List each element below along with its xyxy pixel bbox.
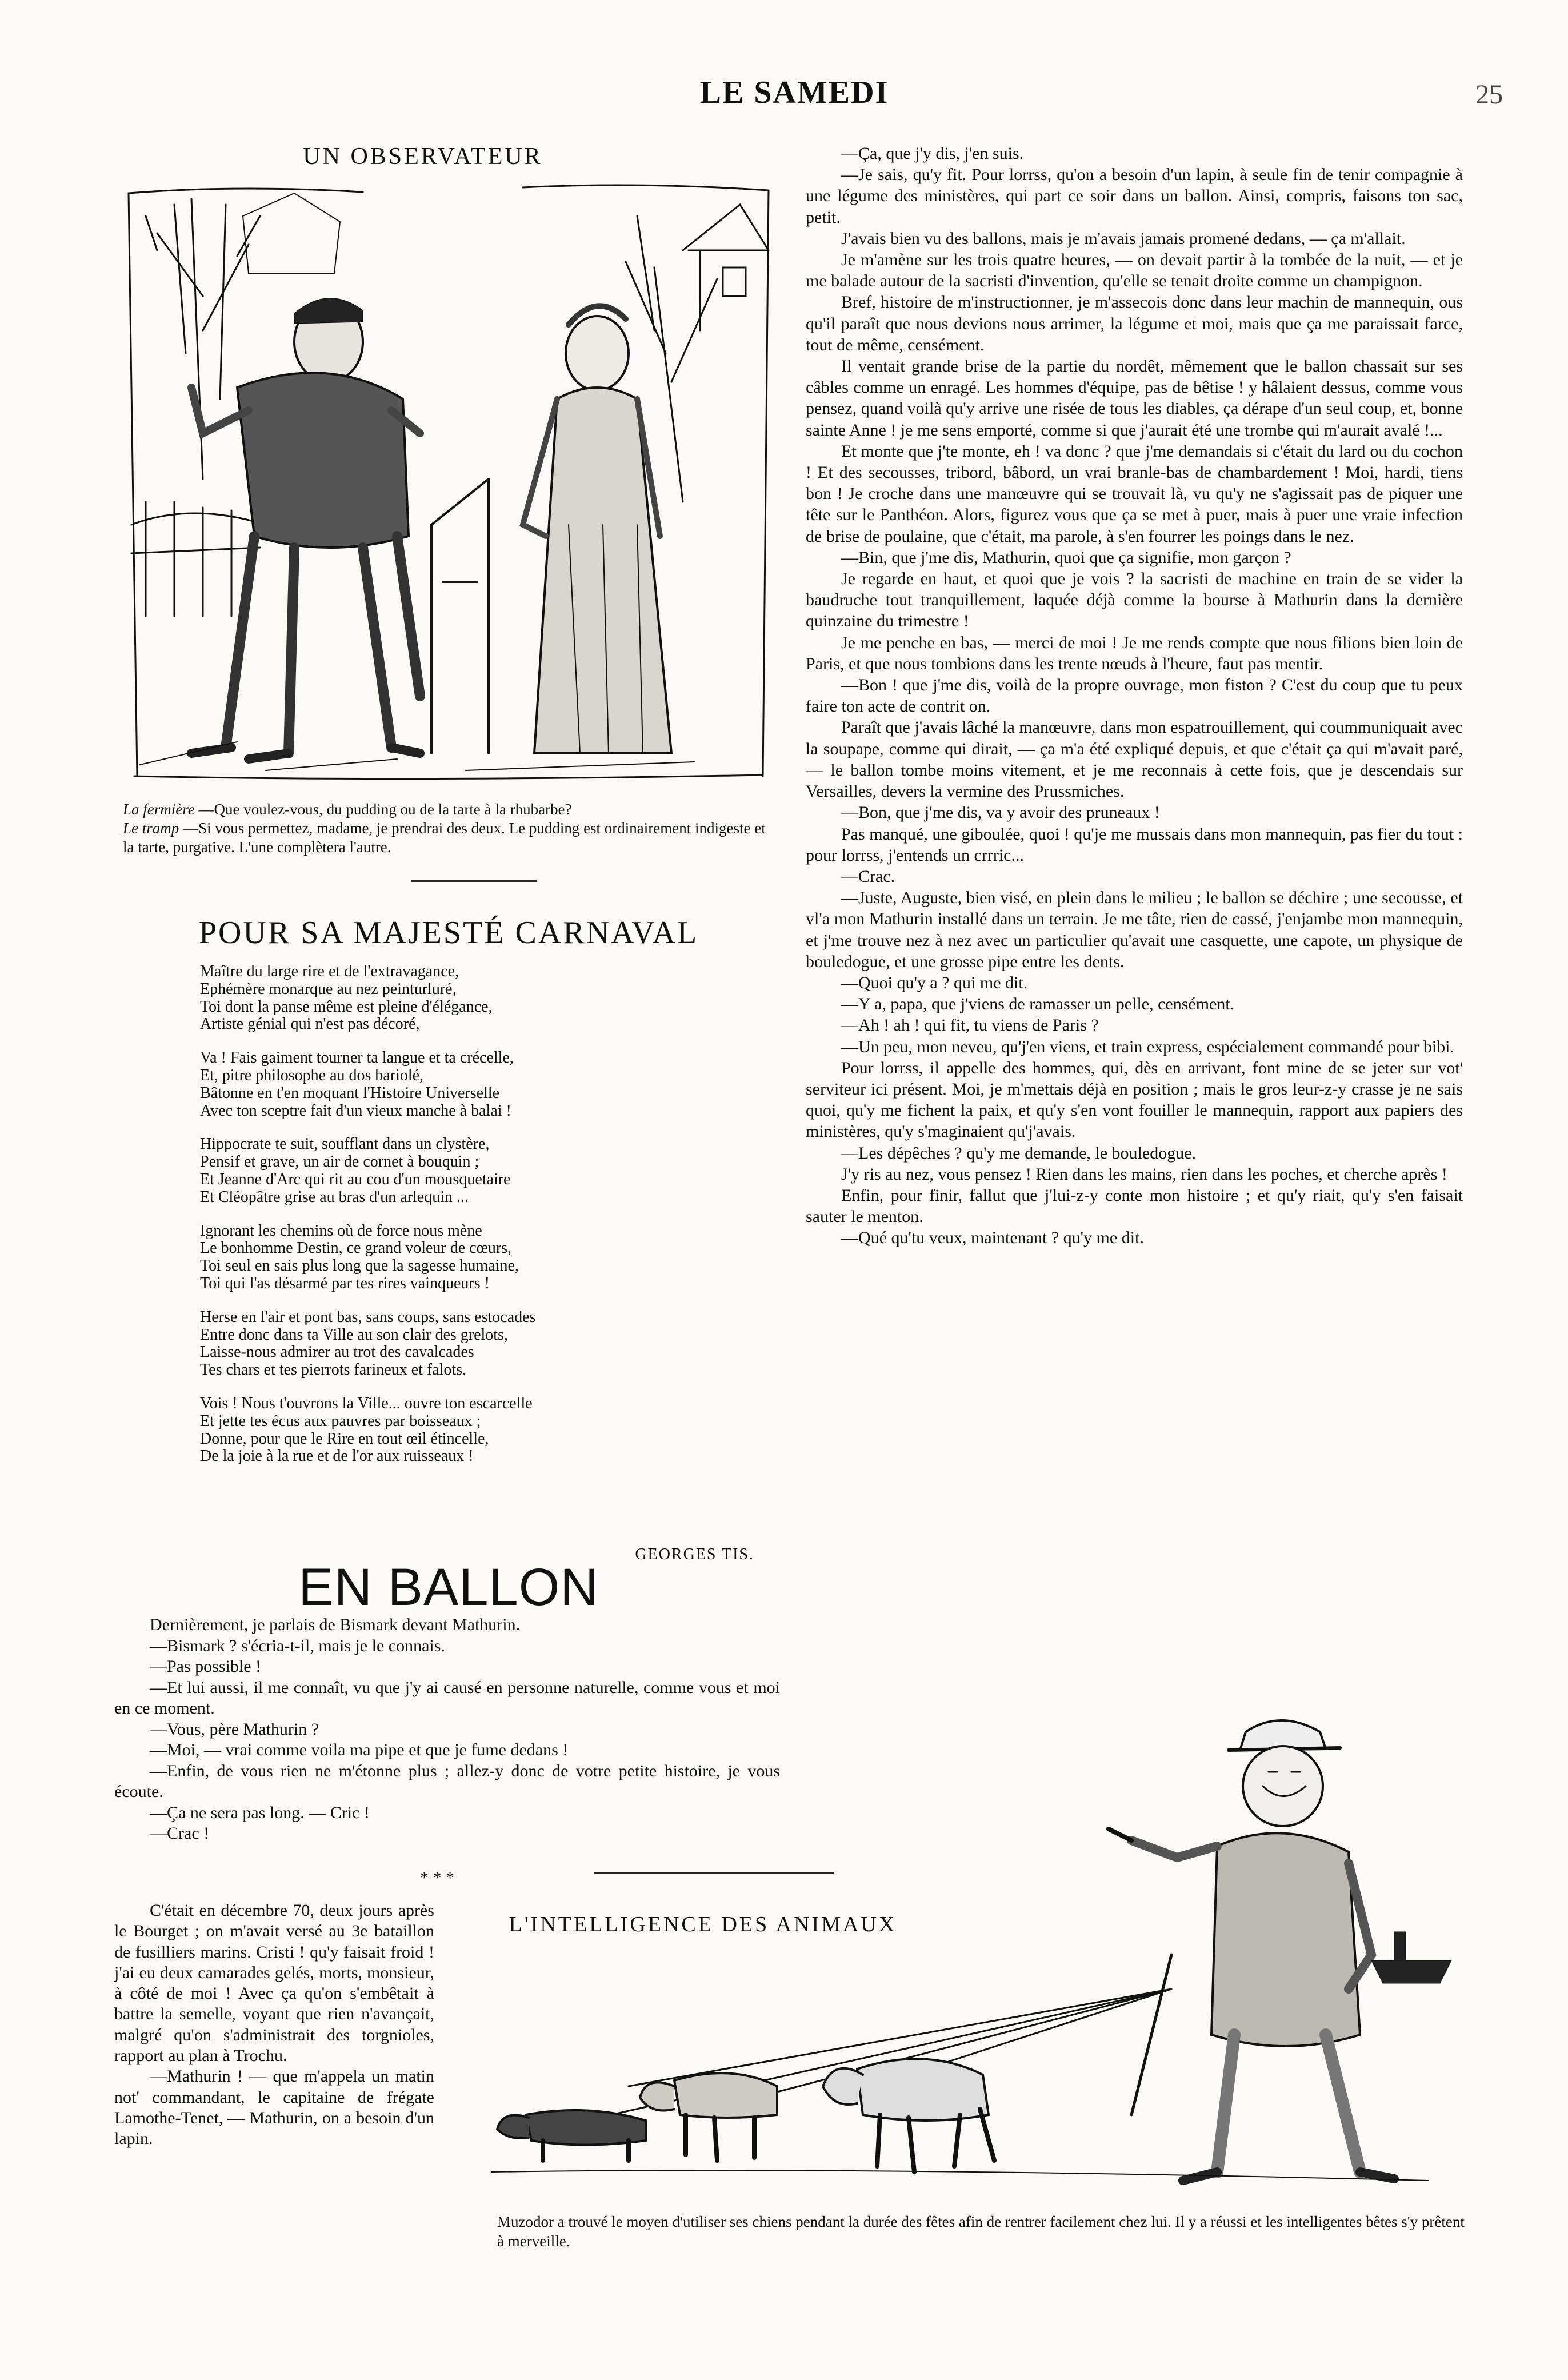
poem-line: Donne, pour que le Rire en tout œil étincelle, xyxy=(200,1429,489,1448)
tramp-and-farmer-illustration xyxy=(123,182,774,782)
story-paragraph: —Ça ne sera pas long. — Cric ! xyxy=(150,1803,370,1822)
caption-line: —Si vous permettez, madame, je prendrai des deux. Le pudding est ordinairement indigeste et la tarte, purgative. L'une complètera l'autre. xyxy=(123,820,766,856)
story-paragraph: —Un peu, mon neveu, qu'j'en viens, et train express, espécialement commandé pour bibi. xyxy=(841,1037,1455,1056)
story-paragraph: Bref, histoire de m'instructionner, je m'assecois donc dans leur machin de mannequin, ous qu'il paraît que nous devions nous arrimer, la légume et moi, mais que ça me paraissait farce, tout de même, censément. xyxy=(806,293,1463,354)
poem-line: Et Cléopâtre grise au bras d'un arlequin ... xyxy=(200,1188,469,1206)
story-paragraph: Pas manqué, une giboulée, quoi ! qu'je me mussais dans mon mannequin, pas fier du tout : pour lorrss, j'entends un crrric... xyxy=(806,824,1463,865)
section-divider xyxy=(594,1872,834,1874)
story-paragraph: —Bismark ? s'écria-t-il, mais je le connais. xyxy=(150,1636,445,1655)
story-paragraph: Je regarde en haut, et quoi que je vois ? la sacristi de machine en train de se vider la baudruche tout tranquillement, laquée déjà comme la bourse à Mathurin dans la dernière quinzaine du trimestre ! xyxy=(806,569,1463,631)
poem-line: Herse en l'air et pont bas, sans coups, sans estocades xyxy=(200,1308,536,1326)
poem-line: Le bonhomme Destin, ce grand voleur de cœurs, xyxy=(200,1239,512,1257)
poem-line: Avec ton sceptre fait d'un vieux manche à balai ! xyxy=(200,1101,511,1120)
poem-line: Tes chars et tes pierrots farineux et falots. xyxy=(200,1361,467,1379)
poem-line: Toi seul en sais plus long que la sagesse humaine, xyxy=(200,1257,519,1275)
story-paragraph: —Quoi qu'y a ? qui me dit. xyxy=(841,973,1028,992)
poem-line: Bâtonne en t'en moquant l'Histoire Universelle xyxy=(200,1084,500,1102)
story-paragraph: Je m'amène sur les trois quatre heures, — on devait partir à la tombée de la nuit, — et je me balade autour de la sacristi d'invention, qu'elle se tenait droite comme un champignon. xyxy=(806,250,1463,291)
poem-stanza xyxy=(200,1136,777,1206)
poem-line: Pensif et grave, un air de cornet à bouquin ; xyxy=(200,1153,479,1171)
story-paragraph: —Crac ! xyxy=(150,1824,210,1843)
poem-line: Entre donc dans ta Ville au son clair des grelots, xyxy=(200,1325,508,1344)
poem-line: Ignorant les chemins où de force nous mène xyxy=(200,1221,482,1240)
story-paragraph: Je me penche en bas, — merci de moi ! Je me rends compte que nous filions bien loin de Paris, et que nous tombions dans les trente nœuds à l'heure, faut pas mentir. xyxy=(806,633,1463,673)
story-paragraph: —Bon, que j'me dis, va y avoir des pruneaux ! xyxy=(841,803,1160,822)
story-paragraph: —Juste, Auguste, bien visé, en plein dans le milieu ; le ballon se déchire ; une secousse, et vl'a mon Mathurin installé dans un terrain. Je me tâte, rien de cassé, j'enjambe mon mannequin, et j'me trouve nez à nez avec un particulier qu'avait une casquette, une capote, un physique de bouledogue, et une grosse pipe entre les dents. xyxy=(806,888,1463,971)
caption-speaker: La fermière xyxy=(123,801,195,818)
story-paragraph: —Y a, papa, que j'viens de ramasser un pelle, censément. xyxy=(841,995,1235,1014)
story-paragraph: Paraît que j'avais lâché la manœuvre, dans mon espatrouillement, qui coummuniquait avec la soupape, comme qui dirait, — ça m'a été expliqué depuis, et que c'était ça qui m'avait paré, — le ballon tombe moins vitement, et je me reconnais à cette fois, que je descendais sur Versailles, devers la vermine des Prussmiches. xyxy=(806,718,1463,801)
illustration-caption xyxy=(497,2212,1469,2251)
poem-title: POUR SA MAJESTÉ CARNAVAL xyxy=(198,915,699,951)
page-number: 25 xyxy=(1475,79,1503,110)
story-paragraph: J'y ris au nez, vous pensez ! Rien dans les mains, rien dans les poches, et cherche après ! xyxy=(841,1164,1447,1184)
story-paragraph: Dernièrement, je parlais de Bismark devant Mathurin. xyxy=(150,1615,521,1634)
story-column-right xyxy=(806,143,1463,1249)
story-paragraph: J'avais bien vu des ballons, mais je m'avais jamais promené dedans, — ça m'allait. xyxy=(841,229,1406,248)
poem-line: Et Jeanne d'Arc qui rit au cou d'un mousquetaire xyxy=(200,1170,511,1188)
newspaper-title: LE SAMEDI xyxy=(699,75,889,110)
poem-line: Maître du large rire et de l'extravagance, xyxy=(200,963,459,980)
story-paragraph: Il ventait grande brise de la partie du nordêt, mêmement que le ballon chassait sur ses câbles comme un enragé. Les hommes d'équipe, pas de bêtise ! y hâlaient dessus, comme vous pensez, quand voilà qu'y arrive une risée de tous les diables, ça dérape d'un seul coup, et, bonne sainte Anne ! je me sens emporté, comme si que j'aurait été une trombe qui m'aurait avalé !... xyxy=(806,357,1463,440)
poem-line: De la joie à la rue et de l'or aux ruisseaux ! xyxy=(200,1447,474,1465)
caption-line: —Que voulez-vous, du pudding ou de la tarte à la rhubarbe? xyxy=(198,801,572,818)
story-paragraph: —Ça, que j'y dis, j'en suis. xyxy=(841,144,1024,163)
illustration-title: UN OBSERVATEUR xyxy=(303,143,543,170)
story-paragraph: —Enfin, de vous rien ne m'étonne plus ; allez-y donc de votre petite histoire, je vous écoute. xyxy=(114,1761,780,1801)
illustration-caption xyxy=(123,800,774,857)
story-paragraph: —Qué qu'tu veux, maintenant ? qu'y me dit. xyxy=(841,1228,1144,1248)
poem-stanza xyxy=(200,1223,777,1293)
story-paragraph: —Je sais, qu'y fit. Pour lorrss, qu'on a besoin d'un lapin, à seule fin de tenir compagnie à une légume des ministères, qui part ce soir dans un ballon. Ainsi, compris, faisons ton sac, petit. xyxy=(806,165,1463,227)
poem-stanza xyxy=(200,1395,777,1465)
story-paragraph: —Bon ! que j'me dis, voilà de la propre ouvrage, mon fiston ? C'est du coup que tu peux faire ton acte de contrit on. xyxy=(806,676,1463,716)
story-paragraph: —Les dépêches ? qu'y me demande, le bouledogue. xyxy=(841,1143,1197,1163)
illustration-title: L'INTELLIGENCE DES ANIMAUX xyxy=(509,1912,897,1936)
asterism-divider: * * * xyxy=(420,1868,454,1887)
poem-stanza xyxy=(200,1309,777,1379)
poem-line: Toi dont la panse même est pleine d'élégance, xyxy=(200,997,493,1016)
poem-body xyxy=(200,963,777,1481)
man-walking-dogs-illustration xyxy=(457,1715,1463,2206)
story-paragraph: —Vous, père Mathurin ? xyxy=(150,1719,319,1739)
poem-line: Et, pitre philosophe au dos bariolé, xyxy=(200,1066,424,1084)
story-paragraph: Enfin, pour finir, fallut que j'lui-z-y conte mon histoire ; et qu'y riait, qu'y s'en faisait sauter le menton. xyxy=(806,1185,1463,1227)
poem-line: Hippocrate te suit, soufflant dans un clystère, xyxy=(200,1135,490,1153)
caption-text: Muzodor a trouvé le moyen d'utiliser ses chiens pendant la durée des fêtes afin de rentrer facilement chez lui. Il y a réussi et les intelligentes bêtes s'y prêtent à merveille. xyxy=(497,2213,1465,2250)
poem-line: Et jette tes écus aux pauvres par boisseaux ; xyxy=(200,1412,481,1430)
story-paragraph: —Ah ! ah ! qui fit, tu viens de Paris ? xyxy=(841,1016,1099,1035)
story-paragraph: Pour lorrss, il appelle des hommes, qui, dès en arrivant, font mine de se jeter sur vot' serviteur ici présent. Moi, je m'mettais déjà en position ; mais le gros leur-z-y crasse je ne sais quoi, qu'y me fichent la paix, et qu'y s'en vont fouiller le mannequin, rapport aux papiers des ministères, qu'y s'maginaient qu'j'avais. xyxy=(806,1058,1463,1141)
poem-line: Artiste génial qui n'est pas décoré, xyxy=(200,1015,420,1033)
section-divider xyxy=(411,880,537,882)
poem-stanza xyxy=(200,963,777,1033)
story-paragraph: —Bin, que j'me dis, Mathurin, quoi que ça signifie, mon garçon ? xyxy=(841,548,1291,567)
poem-stanza xyxy=(200,1049,777,1120)
story-paragraph: —Crac. xyxy=(841,866,895,886)
story-paragraph: C'était en décembre 70, deux jours après le Bourget ; on m'avait versé au 3e bataillon de fusilliers marins. Cristi ! qu'y faisait froid ! j'ai eu deux camarades gelés, morts, monsieur, à côté de moi ! Avec ça qu'on s'embêtait à battre la semelle, voyant que rien n'avançait, malgré qu'on s'administrait des torgnioles, rapport au plan à Trochu. xyxy=(114,1901,434,2066)
story-column-left xyxy=(114,1900,434,2150)
story-paragraph: —Mathurin ! — que m'appela un matin not' commandant, le capitaine de frégate Lamothe-Tenet, — Mathurin, on a besoin d'un lapin. xyxy=(114,2067,434,2149)
caption-speaker: Le tramp xyxy=(123,820,179,837)
poem-line: Toi qui l'as désarmé par tes rires vainqueurs ! xyxy=(200,1274,490,1292)
story-paragraph: —Et lui aussi, il me connaît, vu que j'y ai causé en personne naturelle, comme vous et moi en ce moment. xyxy=(114,1678,780,1718)
story-title: EN BALLON xyxy=(298,1558,599,1616)
poem-line: Va ! Fais gaiment tourner ta langue et ta crécelle, xyxy=(200,1049,514,1067)
poem-line: Ephémère monarque au nez peinturluré, xyxy=(200,980,457,998)
poem-author: GEORGES TIS. xyxy=(635,1546,754,1563)
poem-line: Laisse-nous admirer au trot des cavalcades xyxy=(200,1343,474,1361)
story-paragraph: —Moi, — vrai comme voila ma pipe et que je fume dedans ! xyxy=(150,1740,569,1759)
story-paragraph: Et monte que j'te monte, eh ! va donc ? que j'me demandais si c'était du lard ou du cochon ! Et des secousses, tribord, bâbord, un vrai branle-bas de chambardement ! Moi, hardi, tiens bon ! Je croche dans une manœuvre qui se trouvait là, vu qu'y ne s'agissait pas de piquer une tête sur le Panthéon. Alors, figurez vous que ça se met à puer, mais à puer une vraie infection de brise de poulaine, que c'était, ma parole, à s'en fourrer les poings dans le nez. xyxy=(806,441,1463,546)
story-paragraph: —Pas possible ! xyxy=(150,1657,261,1676)
poem-line: Vois ! Nous t'ouvrons la Ville... ouvre ton escarcelle xyxy=(200,1394,533,1412)
